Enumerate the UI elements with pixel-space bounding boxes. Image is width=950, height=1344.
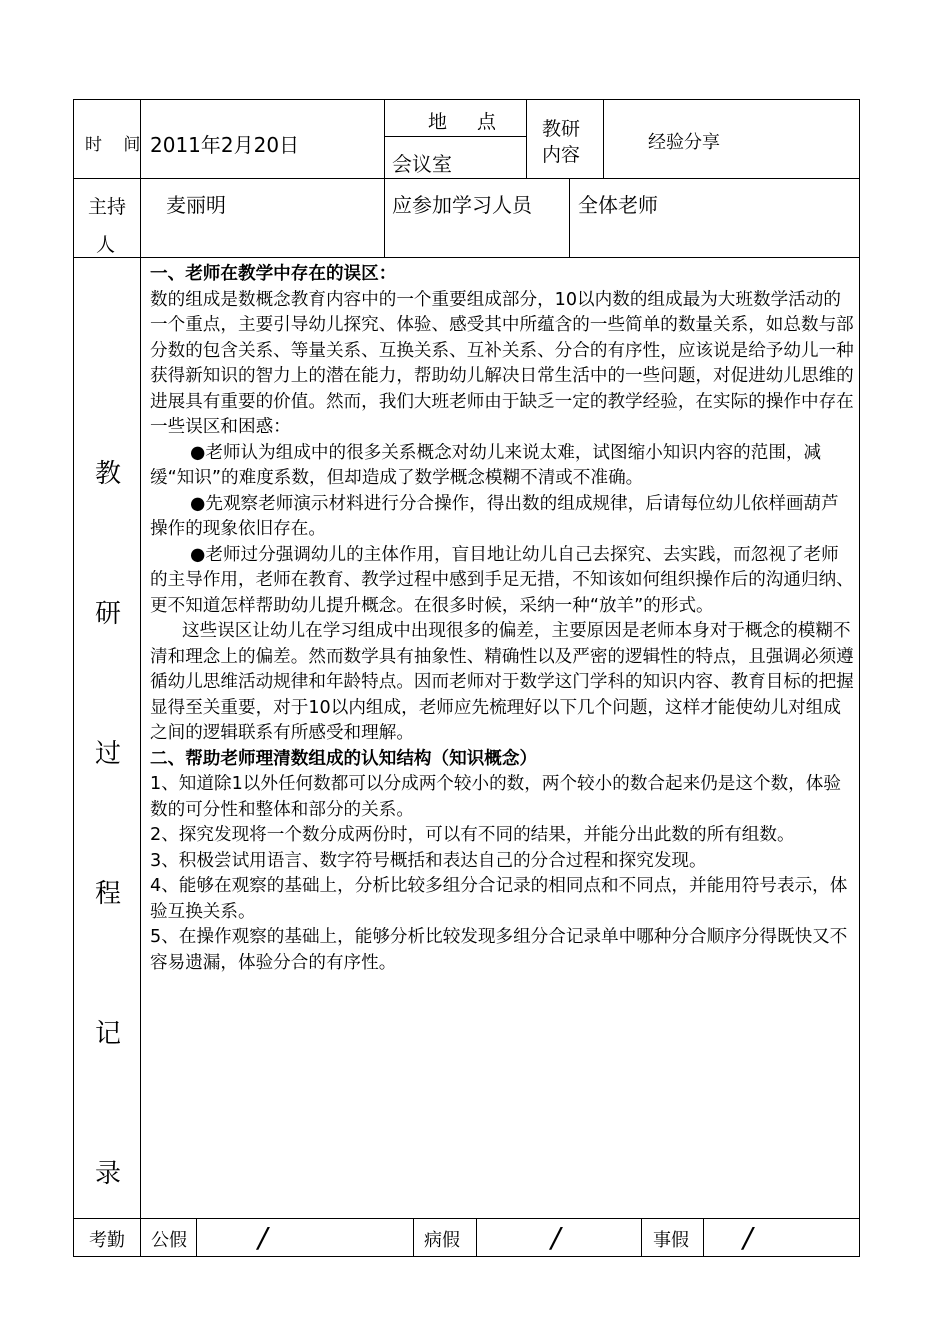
process-label-char-1: 教 (94, 459, 121, 489)
process-record-body (150, 262, 855, 976)
att-divider-2 (413, 1218, 414, 1256)
content-label-line1: 教研 (542, 118, 581, 140)
label-column-divider (140, 99, 141, 1257)
process-label-char-5: 记 (94, 1019, 121, 1049)
bullet-2: ●先观察老师演示材料进行分合操作，得出数的组成规律，后请每位幼儿依样画葫芦操作的现象依旧存在。 (150, 493, 839, 539)
bullet-1: ●老师认为组成中的很多关系概念对幼儿来说太难，试图缩小知识内容的范围，减缓“知识”的难度系数，但却造成了数学概念模糊不清或不准确。 (150, 442, 822, 488)
host-divider (569, 178, 570, 258)
list-item-4: 4、能够在观察的基础上，分析比较多组分合记录的相同点和不同点，并能用符号表示，体验互换关系。 (150, 876, 848, 922)
content-value: 经验分享 (648, 132, 720, 153)
att-divider-4 (641, 1218, 642, 1256)
att-divider-3 (476, 1218, 477, 1256)
row-divider-2 (73, 257, 860, 258)
att-divider-1 (196, 1218, 197, 1256)
bullet-3: ●老师过分强调幼儿的主体作用，盲目地让幼儿自己去探究、去实践，而忽视了老师的主导作用，老师在教育、教学过程中感到手足无措，不知该如何组织操作后的沟通归纳、更不知道怎样帮助幼儿提升概念。在很多时候，采纳一种“放羊”的形式。 (150, 544, 854, 616)
time-label: 时 间 (85, 135, 149, 155)
header-divider-b (526, 99, 527, 179)
header-divider-c (603, 99, 604, 179)
host-label-line1: 主持 (88, 196, 127, 218)
date-value: 2011年2月20日 (150, 133, 300, 157)
process-label-char-2: 研 (94, 599, 121, 629)
content-label-line2: 内容 (542, 144, 581, 166)
row-divider-1 (73, 178, 860, 179)
table-border-top (73, 99, 860, 100)
list-item-1: 1、知道除1以外任何数都可以分成两个较小的数，两个较小的数合起来仍是这个数，体验数的可分性和整体和部分的关系。 (150, 774, 841, 820)
table-border-left (73, 99, 74, 1257)
process-label-char-6: 录 (94, 1159, 121, 1189)
sick-leave-label: 病假 (424, 1230, 460, 1251)
attendees-value: 全体老师 (578, 193, 658, 217)
att-divider-5 (703, 1218, 704, 1256)
process-label-char-4: 程 (94, 879, 121, 909)
process-label-char-3: 过 (94, 739, 121, 769)
attendees-label: 应参加学习人员 (392, 193, 532, 217)
row-divider-3 (73, 1218, 860, 1219)
paragraph-2: 这些误区让幼儿在学习组成中出现很多的偏差，主要原因是老师本身对于概念的模糊不清和理念上的偏差。然而数学具有抽象性、精确性以及严密的逻辑性的特点，且强调必须遵循幼儿思维活动规律和年龄特点。因而老师对于数学这门学科的知识内容、教育目标的把握显得至关重要，对于10以内组成，老师应先梳理好以下几个问题，这样才能使幼儿对组成之间的逻辑联系有所感受和理解。 (150, 621, 854, 743)
location-label: 地 点 (428, 111, 509, 133)
personal-leave-value: / (743, 1221, 753, 1254)
public-leave-value: / (258, 1221, 268, 1254)
sick-leave-value: / (551, 1221, 561, 1254)
table-border-bottom (73, 1256, 860, 1257)
header-divider-a (384, 99, 385, 258)
section-heading-1: 一、老师在教学中存在的误区： (150, 264, 397, 284)
table-border-right (859, 99, 860, 1257)
attendance-label: 考勤 (89, 1230, 125, 1251)
location-value: 会议室 (392, 152, 452, 176)
public-leave-label: 公假 (151, 1230, 187, 1251)
list-item-3: 3、积极尝试用语言、数字符号概括和表达自己的分合过程和探究发现。 (150, 850, 707, 871)
section-heading-2: 二、帮助老师理清数组成的认知结构（知识概念） (150, 748, 538, 769)
list-item-5: 5、在操作观察的基础上，能够分析比较发现多组分合记录单中哪种分合顺序分得既快又不容易遗漏，体验分合的有序性。 (150, 927, 848, 973)
location-divider (384, 136, 526, 137)
host-label-line2: 人 (96, 234, 116, 256)
personal-leave-label: 事假 (653, 1230, 689, 1251)
host-name: 麦丽明 (166, 193, 226, 217)
list-item-2: 2、探究发现将一个数分成两份时，可以有不同的结果，并能分出此数的所有组数。 (150, 825, 795, 845)
paragraph-1: 数的组成是数概念教育内容中的一个重要组成部分，10以内数的组成最为大班数学活动的一个重点，主要引导幼儿探究、体验、感受其中所蕴含的一些简单的数量关系，如总数与部分数的包含关系、等量关系、互换关系、互补关系、分合的有序性，应该说是给予幼儿一种获得新知识的智力上的潜在能力，帮助幼儿解决日常生活中的一些问题，对促进幼儿思维的进展具有重要的价值。然而，我们大班老师由于缺乏一定的教学经验，在实际的操作中存在一些误区和困惑： (150, 289, 854, 437)
